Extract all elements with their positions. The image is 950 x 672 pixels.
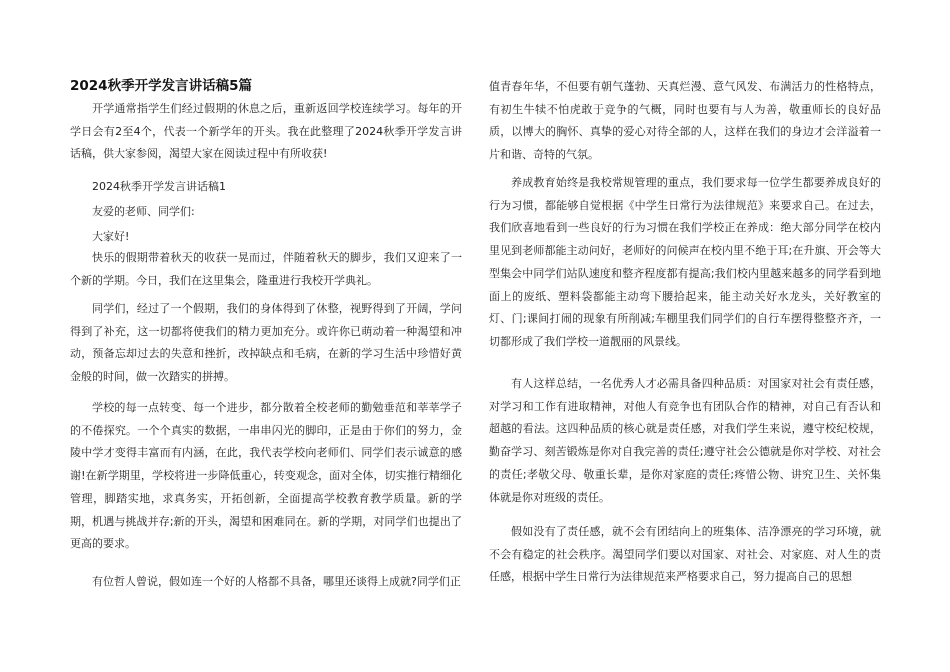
- speech-1-heading: 2024秋季开学发言讲话稿1: [92, 180, 226, 193]
- greeting: 大家好!: [92, 230, 130, 243]
- paragraph-youth-continued: 值青春年华，不但要有朝气蓬勃、天真烂漫、意气风发、布满活力的性格特点，有初生牛犊不怕虎敢于竞争的气概，同时也要有与人为善，敬重师长的良好品质，以博大的胸怀、真挚的爱心对待全部的人，这样在我们的身边才会洋溢着一片和谐、奇特的气氛。: [489, 80, 881, 162]
- paragraph-habit-education: 养成教育始终是我校常规管理的重点，我们要求每一位学生都要养成良好的行为习惯，都能够自觉根据《中学生日常行为法律规范》来要求自己。在过去，我们欣喜地看到一些良好的行为习惯在我们学校正在养成：绝大部分同学在校内里见到老师都能主动问好，老师好的问候声在校内里不绝于耳;在升旗、开会等大型集会中同学们站队速度和整齐程度都有提高;我们校内里越来越多的同学看到地面上的废纸、塑料袋都能主动弯下腰拾起来，能主动关好水龙头，关好教室的灯、门;课间打闹的现象有所削减;车棚里我们同学们的自行车摆得整整齐齐，一切都形成了我们学校一道靓丽的风景线。: [489, 176, 881, 348]
- intro-paragraph: 开学通常指学生们经过假期的休息之后，重新返回学校连续学习。每年的开学日会有2至4个，代表一个新学年的开头。我在此整理了2024秋季开学发言讲话稿，供大家参阅，渴望大家在阅读过程中有所收获!: [70, 102, 462, 161]
- document-title: 2024秋季开学发言讲话稿5篇: [70, 78, 252, 94]
- paragraph-four-qualities: 有人这样总结，一名优秀人才必需具备四种品质：对国家对社会有责任感，对学习和工作有进取精神，对他人有竞争也有团队合作的精神，对自己有否认和超越的看法。这四种品质的核心就是责任感，对我们学生来说，遵守校纪校规，勤奋学习、刻苦锻炼是你对自我完善的责任;遵守社会公德就是你对学校、对社会的责任;孝敬父母、敬重长辈，是你对家庭的责任;疼惜公物、讲究卫生、关怀集体就是你对班级的责任。: [489, 377, 881, 504]
- bottom-clip-region: [489, 0, 881, 672]
- paragraph-school-progress: 学校的每一点转变、每一个进步，都分散着全校老师的勤勉垂范和莘莘学子的不倦探究。一个个真实的数据，一串串闪光的脚印，正是由于你们的努力，金陵中学才变得丰富而有内涵，在此，我代表学校向老师们、同学们表示诚意的感谢!在新学期里，学校将进一步降低重心，转变观念，面对全体，切实推行精细化管理，脚踏实地，求真务实，开拓创新，全面提高学校教育教学质量。新的学期，机遇与挑战并存;新的开头，渴望和困难同在。新的学期，对同学们也提出了更高的要求。: [70, 401, 462, 551]
- salutation: 友爱的老师、同学们:: [92, 205, 195, 218]
- paragraph-philosopher: 有位哲人曾说，假如连一个好的人格都不具备，哪里还谈得上成就?同学们正: [92, 575, 461, 588]
- paragraph-holiday: 快乐的假期带着秋天的收获一晃而过，伴随着秋天的脚步，我们又迎来了一个新的学期。今日，我们在这里集会，隆重进行我校开学典礼。: [70, 251, 462, 287]
- paragraph-responsibility: 假如没有了责任感，就不会有团结向上的班集体、洁净漂亮的学习环境，就不会有稳定的社会秩序。渴望同学们要以对国家、对社会、对家庭、对人生的责任感，根据中学生日常行为法律规范来严格要求自己，努力提高自己的思想: [489, 525, 881, 584]
- paragraph-students: 同学们，经过了一个假期，我们的身体得到了休整，视野得到了开阔，学问得到了补充，这一切都将使我们的精力更加充分。或许你已萌动着一种渴望和冲动，预备忘却过去的失意和挫折，改掉缺点和毛病，在新的学习生活中珍惜好黄金般的时间，做一次踏实的拼搏。: [70, 302, 462, 384]
